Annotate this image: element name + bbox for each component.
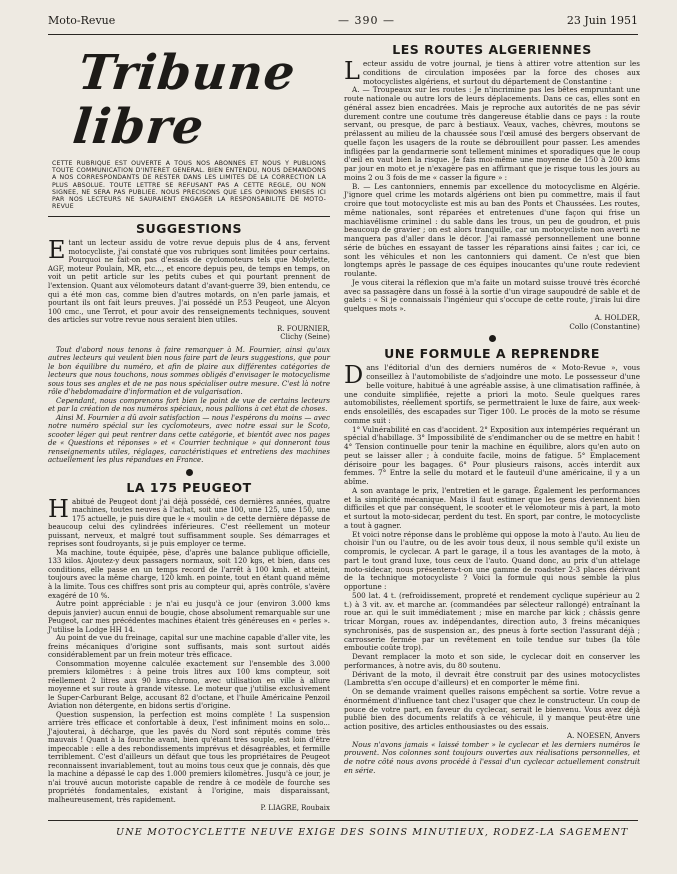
suggestions-letter-text: tant un lecteur assidu de votre revue depuis plus de 4 ans, fervent motocycliste, j'ai constaté que vos rubriques sont limitées pour certains. Pourquoi ne fait-on pas d'essais de cyclomoteurs tels que Mobylette, AGF, moteur Poulain, MR, etc..., et encore depuis peu, de temps en temps, on voit un petit article sur les petits cubes et qui pourtant prennent de l'extension. Quant aux vélomoteurs datant d'avant-guerre 39, bien entendu, ce qui a été mon cas, comme bien d'autres motards, on n'en parle jamais, et pourtant ils ont fait leurs preuves. J'ai possédé un P.53 Peugeot, une Alcyon 100 cmc., une Terrot, et pour avoir des renseignements techniques, souvent des articles sur votre revue nous seraient bien utiles.	[48, 239, 330, 325]
peugeot-p1	[48, 494, 330, 549]
formule-p6: Devant remplacer la moto et son side, le cyclecar doit en conserver les performances, à notre avis, du 80 soutenu.	[344, 652, 640, 670]
dropcap: D	[344, 361, 364, 390]
peugeot-p1-text: abitué de Peugeot dont j'ai déjà possédé, ces dernières années, quatre machines, toutes neuves à l'achat, soit une 100, une 125, une 150, une 175 actuelle, je puis dire que le « moulin » de cette dernière dépasse de beaucoup celui des cylindrées inférieures. C'est réellement un moteur puissant, nerveux, et malgré tout suffisamment souple. Ses démarrages et reprises sont foudroyants, si je puis employer ce terme.	[48, 497, 330, 549]
footer-slogan: UNE MOTOCYCLETTE NEUVE EXIGE DES SOINS MINUTIEUX, RODEZ-LA SAGEMENT	[116, 827, 629, 838]
peugeot-heading: LA 175 PEUGEOT	[126, 479, 252, 495]
section-bullet	[489, 335, 496, 342]
formule-signature: A. NOESEN, Anvers	[566, 730, 640, 740]
publication-name: Moto-Revue	[48, 14, 116, 27]
dropcap: E	[48, 236, 66, 265]
page-number: — 390 —	[338, 14, 395, 27]
peugeot-p5: Consommation moyenne calculée exactement sur l'ensemble des 3.000 premiers kilomètres : à peine trois litres aux 100 kms compteur, soit réellement 2 litres aux 90 kms-chrono, avec utilisation en ville à allure moyenne et sur route à grande vitesse. Le moteur que j'utilise exclusivement le Super-Carburant Belge, accusant 82 d'octane, et l'huile Américaine Penzoil Aviation non détergente, en bidons sertis d'origine.	[48, 659, 330, 711]
formule-p2: 1° Vulnérabilité en cas d'accident. 2° Exposition aux intempéries requérant un spécial d'habillage. 3° Impossibilité de s'endimancher ou de se mettre en habit ! 4° Tension continuelle pour tenir la machine en équilibre, alors qu'en auto on peut se laisser aller ; à conduite facile, moins de fatigue. 5° Emplacement dérisoire pour les bagages. 6° Pour plusieurs raisons, accès interdit aux femmes. 7° Entre la selle du motard et le fauteuil d'une américaine, il y a un abîme.	[344, 424, 640, 486]
routes-p3: B. — Les cantonniers, ennemis par excellence du motocyclisme en Algérie. J'ignore quel crime les motards algériens ont bien pu commettre, mais il faut croire que tout motocycliste est mis au ban des Ponts et Chaussées. Les routes, même nationales, sont réparées et entretenues d'une façon qui frise un machiavélisme criminel : du sable dans les trous, un peu de goudron, et puis beaucoup de gravier ; on est alors tranquille, car un motocycliste non averti ne manquera pas d'aller dans le décor. J'ai ramassé personnellement une bonne série de bûches en essayant de tasser les réparations ainsi faites ; car ici, ce sont les véhicules et non les cantonniers qui dament. Ce n'est que bien longtemps après le passage de ces équipes inoucantes qu'une route redevient roulante.	[344, 181, 640, 278]
peugeot-p3: Autre point appréciable : je n'ai eu jusqu'à ce jour (environ 3.000 kms depuis janvier) aucun ennui de bougie, chose absolument remarquable sur une Peugeot, car mes précédentes machines étaient très généreuses en « perles ». J'utilise la Lodge HH 14.	[48, 600, 330, 634]
formule-p5: 500 lat. 4 t. (refroidissement, propreté et rendement cyclique supérieur au 2 t.) à 3 vit. av. et marche ar. (commandées par sélecteur rallongé) entraînant la roue ar. qui le suit immédiatement ; mise en marche par kick ; châssis genre tricar Morgan, roues av. indépendantes, direction auto, 3 freins mécaniques synchronisés, pas de suspension ar., des pneus à forte section l'assurant déjà ; carrosserie fermée par un revêtement en toile tendue sur tubes (la tôle emboutie coûte trop).	[344, 590, 640, 653]
formule-p1	[344, 361, 640, 425]
footer-rule	[48, 820, 638, 821]
formule-p3: A son avantage le prix, l'entretien et le garage. Également les performances et la simplicité mécanique. Mais il faut estimer que les gens deviennent bien difficiles et que par conséquent, le scooter et le vélomoteur mis à part, la moto et surtout la moto-sidecar, perdent du test. En sport, par contre, le motocycliste a tout à gagner.	[344, 485, 640, 530]
routes-p1	[344, 57, 640, 86]
routes-location: Collo (Constantine)	[569, 321, 640, 331]
formule-reply: Nous n'avons jamais « laissé tomber » le cyclecar et les derniers numéros le prouvent. Nos colonnes sont toujours ouvertes aux réalisations personnelles, et de notre côté nous avons procédé à l'essai d'un cyclecar actuellement construit en série.	[344, 739, 640, 775]
peugeot-signature: P. LIAGRE, Roubaix	[260, 804, 330, 813]
suggestions-heading: SUGGESTIONS	[136, 221, 242, 237]
suggestions-reply-1: Tout d'abord nous tenons à faire remarquer à M. Fournier, ainsi qu'aux autres lecteurs qui veulent bien nous faire part de leurs suggestions, que pour le bon équilibre du numéro, et afin de plaire aux différentes catégories de lecteurs que nous touchons, nous sommes obligés d'envisager le motocyclisme sous tous ses angles et de ne pas nous spécialiser outre mesure. C'est là notre rôle d'hebdomadaire d'information et de vulgarisation.	[48, 345, 330, 397]
peugeot-p4: Au point de vue du freinage, capital sur une machine capable d'aller vite, les freins mécaniques d'origine sont suffisants, mais sont surtout aidés considérablement par un frein moteur très efficace.	[48, 634, 330, 660]
issue-date: 23 Juin 1951	[566, 14, 638, 27]
section-bullet	[186, 469, 193, 476]
formule-heading: UNE FORMULE A REPRENDRE	[384, 346, 600, 362]
routes-signature: A. HOLDER,	[594, 312, 640, 322]
suggestions-location: Clichy (Seine)	[280, 333, 330, 342]
tribune-title: Tribune libre	[70, 45, 299, 155]
page-header	[48, 14, 638, 34]
dropcap: L	[344, 57, 360, 85]
suggestions-signature: R. FOURNIER,	[277, 324, 330, 333]
formule-p8: On se demande vraiment quelles raisons empêchent sa sortie. Votre revue a énormément d'influence tant chez l'usager que chez le constructeur. Un coup de pouce de votre part, en faveur du cyclecar, serait le bienvenu. Vous avez déjà publié bien des documents relatifs à ce véhicule, il y manque peut-être une action positive, des articles enthousiastes ou des essais.	[344, 687, 640, 731]
suggestions-letter	[48, 236, 330, 325]
tribune-notice: CETTE RUBRIQUE EST OUVERTE A TOUS NOS ABONNES ET NOUS Y PUBLIONS TOUTE COMMUNICATION D'INTERET GENERAL. BIEN ENTENDU, NOUS DEMANDONS A NOS CORRESPONDANTS DE RESTER DANS LES LIMITES DE LA CORRECTION LA PLUS ABSOLUE. TOUTE LETTRE SE REFUSANT PAS A CETTE REGLE, OU NON SIGNEE, NE SERA PAS PUBLIEE. NOUS PRECISONS QUE LES OPINIONS EMISES ICI PAR NOS LECTEURS NE SAURAIENT ENGAGER LA RESPONSABILITE DE MOTO-REVUE	[52, 160, 326, 211]
suggestions-reply-3: Ainsi M. Fournier a dû avoir satisfaction — nous l'espérons du moins — avec notre numéro spécial sur les cyclomoteurs, avec notre essai sur le Scoto, scooter léger qui peut rentrer dans cette catégorie, et bientôt avec nos pages de « Questions et réponses » et « Courrier technique » qui donneront tous renseignements utiles, réglages, caractéristiques et entretiens des machines actuellement les plus répandues en France.	[48, 413, 330, 465]
formule-p1-text: ans l'éditorial d'un des derniers numéros de « Moto-Revue », vous conseillez à l'automobiliste de s'adjoindre une moto. Le possesseur d'une belle voiture, habitué à une agréable assise, à une climatisation raffinée, à une conduite simplifiée, rejette a priori la moto. Seule quelques rares automobilistes, réellement sportifs, se permettraient le luxe de faire, aux week-ends ensoleillés, des escapades sur Tiger 100. Le procès de la moto se résume comme suit :	[344, 363, 640, 425]
dropcap: H	[48, 494, 69, 523]
left-column	[48, 40, 330, 813]
peugeot-p2: Ma machine, toute équipée, pèse, d'après une balance publique officielle, 133 kilos. Ajoutez-y deux passagers normaux, soit 120 kgs, et bien, dans ces conditions, elle passe en un temps record de l'arrêt à 100 kmh. et atteint, toujours avec la même charge, 120 kmh. en pointe, tout en étant quand même à la limite. Tous ces chiffres sont pris au compteur qui, après contrôle, s'avère exagéré de 10 %.	[48, 548, 330, 600]
routes-p1-text: ecteur assidu de votre journal, je tiens à attirer votre attention sur les conditions de circulation imposées par la force des choses aux motocyclistes algériens, et surtout du département de Constantine :	[362, 59, 640, 86]
formule-p7: Dérivant de la moto, il devrait être construit par des usines motocyclistes (Lambretta s'en occupe d'ailleurs) et en comporter le même fini.	[344, 669, 640, 688]
routes-heading: LES ROUTES ALGERIENNES	[392, 42, 592, 57]
formule-p4: Et voici notre réponse dans le problème qui oppose la moto à l'auto. Au lieu de choisir l'un ou l'autre, ou de les avoir tous deux, il nous semble qu'il existe un compromis, le cyclecar. A part le garage, il a tous les avantages de la moto, à part le tout grand luxe, tous ceux de l'auto. Quand donc, au prix d'un attelage moto-sidecar, nous présentera-t-on une gamme de roadster 2-3 places dérivant de la technique motocycliste ? Voici la formule qui nous semble la plus opportune :	[344, 529, 640, 591]
suggestions-reply-2: Cependant, nous comprenons fort bien le point de vue de certains lecteurs et par la création de nos numéros spéciaux, nous pallions à cet état de choses.	[48, 396, 330, 414]
header-rule	[48, 34, 638, 35]
routes-p4: Je vous citerai la réflexion que m'a faite un motard suisse trouvé très écorché avec sa passagère dans un fossé à la sortie d'un virage saupoudré de sable et de galets : « Si je connaissais l'ingénieur qui s'occupe de cette route, j'irais lui dire quelques mots ».	[344, 277, 640, 313]
peugeot-p6: Question suspension, la perfection est moins complète ! La suspension arrière très efficace et confortable à deux, l'est infiniment moins en solo... J'ajouterai, à décharge, que les pavés du Nord sont réputés comme très mauvais ! Quant à la fourche avant, bien qu'étant très souple, est loin d'être impeccable : elle a des rebondissements imprévus et désagréables, et fermille terriblement. C'est d'ailleurs un défaut que tous les propriétaires de Peugeot reconnaissent invariablement, tout au moins tous ceux que je connais, dès que la machine a dépassé le cap des 1.000 premiers kilomètres. Jusqu'à ce jour, je n'ai trouvé aucun motoriste capable de rendre à ce modèle de fourche ses propriétés fondamentales, existant à l'origine, mais disparaissant, malheureusement, très rapidement.	[48, 710, 330, 804]
routes-p2: A. — Troupeaux sur les routes : Je n'incrimine pas les bêtes empruntant une route nationale ou autre lors de leurs déplacements. Dans ce cas, elles sont en général assez bien encadrées. Mais je reproche aux autorités de ne pas sévir durement contre une coutume très dangereuse établie dans ce pays : la route servant, ou presque, de parc à bestiaux. Veaux, vaches, chèvres, moutons se prélassent au milieu de la chaussée sous l'œil amusé des bergers observant de quelle façon les usagers de la route se débrouillent pour passer. Les amendes infligées par la gendarmerie sont tellement minimes et sporadiques que le coup d'œil en vaut bien la risque. Je fais moi-même une moyenne de 150 à 200 kms par jour en moto et je n'exagère pas en affirmant que je risque tous les jours au moins 2 ou 3 fois de me « casser la figure » :	[344, 85, 640, 182]
right-column	[344, 42, 640, 776]
notice-rule	[48, 216, 330, 217]
